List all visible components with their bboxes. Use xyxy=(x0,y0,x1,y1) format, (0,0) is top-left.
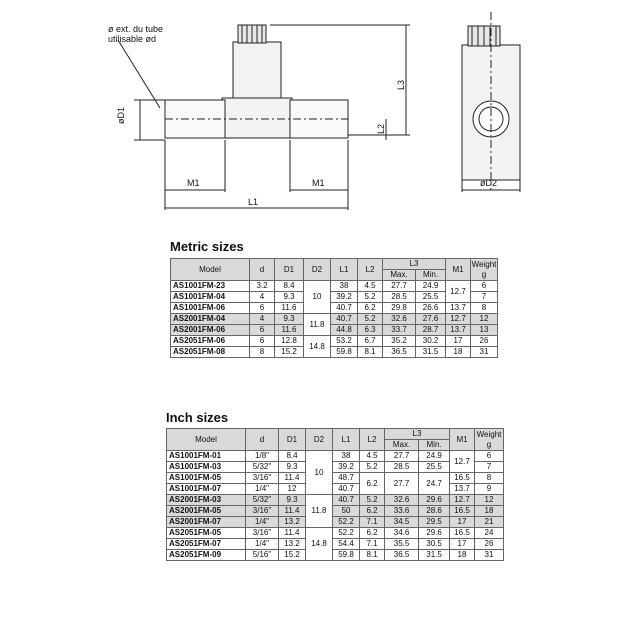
table-cell: 59.8 xyxy=(333,550,360,561)
table-cell: 13.2 xyxy=(279,517,306,528)
table-cell: 36.5 xyxy=(383,347,416,358)
table-cell: 6.2 xyxy=(360,528,385,539)
table-cell: 5.2 xyxy=(360,495,385,506)
table-cell: 40.7 xyxy=(333,484,360,495)
h-max: Max. xyxy=(383,270,416,281)
table-cell: AS2051FM-06 xyxy=(171,336,250,347)
h-M1: M1 xyxy=(450,429,475,451)
table-cell: 15.2 xyxy=(279,550,306,561)
table-cell: 39.2 xyxy=(331,292,358,303)
table-cell: 13.7 xyxy=(446,325,471,336)
table-cell: 21 xyxy=(475,517,504,528)
table-cell: 11.4 xyxy=(279,506,306,517)
table-cell: 9.3 xyxy=(279,495,306,506)
table-cell: AS1001FM-03 xyxy=(167,462,246,473)
table-cell: 26.6 xyxy=(416,303,446,314)
table-cell: 24 xyxy=(475,528,504,539)
table-cell: 50 xyxy=(333,506,360,517)
h-weight: Weight g xyxy=(471,259,497,279)
inch-title: Inch sizes xyxy=(166,410,229,425)
table-cell: AS1001FM-07 xyxy=(167,484,246,495)
table-cell: 18 xyxy=(446,347,471,358)
table-cell: 59.8 xyxy=(331,347,358,358)
table-cell: 6.2 xyxy=(360,473,385,495)
h-L1: L1 xyxy=(333,429,360,451)
table-row xyxy=(171,347,498,358)
table-cell: 5.2 xyxy=(358,292,383,303)
label-D1: øD1 xyxy=(116,106,126,124)
table-cell: 6.3 xyxy=(358,325,383,336)
table-cell: 9 xyxy=(475,484,504,495)
table-cell: 27.7 xyxy=(385,451,419,462)
table-cell: 33.6 xyxy=(385,506,419,517)
table-cell: 8.1 xyxy=(360,550,385,561)
table-cell: 12.7 xyxy=(450,451,475,473)
table-cell: 33.7 xyxy=(383,325,416,336)
table-cell: 13.2 xyxy=(279,539,306,550)
h-D2: D2 xyxy=(304,259,331,281)
table-cell: 31 xyxy=(471,347,498,358)
table-cell: 14.8 xyxy=(306,528,333,561)
table-cell: 4.5 xyxy=(360,451,385,462)
table-row xyxy=(171,336,498,347)
table-row xyxy=(167,517,504,528)
table-cell: 27.6 xyxy=(416,314,446,325)
table-cell: 13.7 xyxy=(450,484,475,495)
table-cell: 25.5 xyxy=(419,462,450,473)
table-cell: 27.7 xyxy=(383,281,416,292)
table-row xyxy=(171,325,498,336)
table-cell: 26 xyxy=(471,336,498,347)
h-D1: D1 xyxy=(279,429,306,451)
table-cell: 28.5 xyxy=(385,462,419,473)
table-cell: 6.2 xyxy=(360,506,385,517)
table-cell: 7.1 xyxy=(360,539,385,550)
table-cell: 16.5 xyxy=(450,506,475,517)
table-cell: 39.2 xyxy=(333,462,360,473)
table-cell: 27.7 xyxy=(385,473,419,495)
table-cell: 11.8 xyxy=(306,495,333,528)
table-cell: AS1001FM-01 xyxy=(167,451,246,462)
table-cell: 5.2 xyxy=(360,462,385,473)
h-D1: D1 xyxy=(275,259,304,281)
table-cell: 12.7 xyxy=(450,495,475,506)
table-cell: 48.7 xyxy=(333,473,360,484)
table-cell: 12 xyxy=(475,495,504,506)
table-cell: AS2051FM-09 xyxy=(167,550,246,561)
table-cell: 30.5 xyxy=(419,539,450,550)
table-cell: 7.1 xyxy=(360,517,385,528)
h-L2: L2 xyxy=(360,429,385,451)
table-cell: AS1001FM-04 xyxy=(171,292,250,303)
table-cell: 26 xyxy=(475,539,504,550)
h-d: d xyxy=(246,429,279,451)
table-cell: 17 xyxy=(450,539,475,550)
label-L3: L3 xyxy=(396,79,406,90)
table-cell: AS2001FM-05 xyxy=(167,506,246,517)
table-cell: 11.4 xyxy=(279,473,306,484)
h-M1: M1 xyxy=(446,259,471,281)
table-cell: 6.2 xyxy=(358,303,383,314)
table-cell: 12.7 xyxy=(446,314,471,325)
table-cell: 8.4 xyxy=(275,281,304,292)
table-cell: 8.1 xyxy=(358,347,383,358)
table-cell: 25.5 xyxy=(416,292,446,303)
table-cell: 31.5 xyxy=(419,550,450,561)
table-cell: 9.3 xyxy=(275,292,304,303)
table-cell: 35.2 xyxy=(383,336,416,347)
table-cell: 6 xyxy=(250,325,275,336)
h-D2: D2 xyxy=(306,429,333,451)
table-cell: 12.8 xyxy=(275,336,304,347)
table-cell: 8.4 xyxy=(279,451,306,462)
table-cell: 30.2 xyxy=(416,336,446,347)
table-cell: 34.5 xyxy=(385,517,419,528)
metric-table xyxy=(170,258,498,358)
table-cell: 28.7 xyxy=(416,325,446,336)
table-cell: 10 xyxy=(304,281,331,314)
table-cell: 5/32" xyxy=(246,462,279,473)
table-row xyxy=(167,451,504,462)
table-cell: 32.6 xyxy=(385,495,419,506)
table-cell: 13.7 xyxy=(446,303,471,314)
table-cell: 32.6 xyxy=(383,314,416,325)
table-row xyxy=(167,484,504,495)
table-cell: 1/8" xyxy=(246,451,279,462)
table-cell: 52.2 xyxy=(333,528,360,539)
table-cell: 29.5 xyxy=(419,517,450,528)
table-cell: 15.2 xyxy=(275,347,304,358)
table-cell: 5/16" xyxy=(246,550,279,561)
table-cell: 5.2 xyxy=(358,314,383,325)
label-M1-right: M1 xyxy=(312,178,325,188)
table-cell: AS2051FM-07 xyxy=(167,539,246,550)
table-cell: AS2051FM-05 xyxy=(167,528,246,539)
table-cell: 11.4 xyxy=(279,528,306,539)
table-cell: 8 xyxy=(250,347,275,358)
h-L3: L3 xyxy=(383,259,446,270)
table-row xyxy=(167,550,504,561)
table-cell: 6 xyxy=(250,303,275,314)
tube-note-line1: ø ext. du tube xyxy=(108,24,164,34)
table-cell: 1/4" xyxy=(246,517,279,528)
table-row xyxy=(167,473,504,484)
table-cell: AS2001FM-03 xyxy=(167,495,246,506)
h-model: Model xyxy=(167,429,246,451)
h-L2: L2 xyxy=(358,259,383,281)
h-L3: L3 xyxy=(385,429,450,440)
table-cell: 18 xyxy=(450,550,475,561)
table-cell: 34.6 xyxy=(385,528,419,539)
table-cell: 28.6 xyxy=(419,506,450,517)
table-cell: 11.6 xyxy=(275,325,304,336)
h-model: Model xyxy=(171,259,250,281)
table-cell: 18 xyxy=(475,506,504,517)
table-cell: 29.6 xyxy=(419,528,450,539)
table-cell: 1/4" xyxy=(246,539,279,550)
table-cell: 8 xyxy=(475,473,504,484)
label-L1: L1 xyxy=(248,197,259,207)
h-min: Min. xyxy=(416,270,446,281)
table-cell: 6 xyxy=(250,336,275,347)
table-cell: 31.5 xyxy=(416,347,446,358)
table-cell: 38 xyxy=(331,281,358,292)
inch-table xyxy=(166,428,504,561)
table-cell: 12.7 xyxy=(446,281,471,303)
table-cell: 28.5 xyxy=(383,292,416,303)
table-cell: 3/16" xyxy=(246,473,279,484)
table-cell: 16.5 xyxy=(450,473,475,484)
table-cell: 1/4" xyxy=(246,484,279,495)
table-cell: 8 xyxy=(471,303,498,314)
h-L1: L1 xyxy=(331,259,358,281)
table-cell: 29.8 xyxy=(383,303,416,314)
table-cell: 6.7 xyxy=(358,336,383,347)
h-d: d xyxy=(250,259,275,281)
metric-title: Metric sizes xyxy=(170,239,244,254)
table-cell: 29.6 xyxy=(419,495,450,506)
table-cell: 38 xyxy=(333,451,360,462)
table-cell: 24.7 xyxy=(419,473,450,495)
table-cell: 4.5 xyxy=(358,281,383,292)
table-row xyxy=(171,314,498,325)
label-D2: øD2 xyxy=(480,178,498,188)
table-cell: 40.7 xyxy=(331,314,358,325)
table-cell: 44.8 xyxy=(331,325,358,336)
table-row xyxy=(167,539,504,550)
table-cell: 35.5 xyxy=(385,539,419,550)
table-cell: 11.8 xyxy=(304,314,331,336)
table-cell: AS2001FM-07 xyxy=(167,517,246,528)
table-cell: 9.3 xyxy=(275,314,304,325)
table-cell: 12 xyxy=(471,314,498,325)
table-cell: 3/16" xyxy=(246,528,279,539)
table-row xyxy=(167,506,504,517)
table-row xyxy=(167,495,504,506)
table-row xyxy=(171,303,498,314)
table-cell: 24.9 xyxy=(416,281,446,292)
table-cell: AS1001FM-05 xyxy=(167,473,246,484)
table-cell: 36.5 xyxy=(385,550,419,561)
table-cell: AS2001FM-04 xyxy=(171,314,250,325)
table-cell: 6 xyxy=(475,451,504,462)
table-cell: AS2001FM-06 xyxy=(171,325,250,336)
table-cell: 6 xyxy=(471,281,498,292)
label-M1-left: M1 xyxy=(187,178,200,188)
table-cell: 9.3 xyxy=(279,462,306,473)
table-cell: 31 xyxy=(475,550,504,561)
table-cell: 13 xyxy=(471,325,498,336)
table-row xyxy=(171,281,498,292)
table-cell: 53.2 xyxy=(331,336,358,347)
table-cell: AS2051FM-08 xyxy=(171,347,250,358)
table-cell: 5/32" xyxy=(246,495,279,506)
table-cell: 17 xyxy=(446,336,471,347)
table-cell: 24.9 xyxy=(419,451,450,462)
table-cell: 4 xyxy=(250,292,275,303)
table-cell: 3.2 xyxy=(250,281,275,292)
table-cell: 17 xyxy=(450,517,475,528)
table-cell: AS1001FM-23 xyxy=(171,281,250,292)
fitting-technical-drawing xyxy=(0,0,640,230)
table-cell: 12 xyxy=(279,484,306,495)
label-L2: L2 xyxy=(376,123,386,134)
table-cell: 14.8 xyxy=(304,336,331,358)
table-cell: 52.2 xyxy=(333,517,360,528)
h-min: Min. xyxy=(419,440,450,451)
table-cell: 40.7 xyxy=(333,495,360,506)
table-row xyxy=(167,528,504,539)
table-cell: 3/16" xyxy=(246,506,279,517)
table-cell: 7 xyxy=(471,292,498,303)
table-cell: 4 xyxy=(250,314,275,325)
table-cell: 16.5 xyxy=(450,528,475,539)
h-max: Max. xyxy=(385,440,419,451)
tube-note-line2: utilisable ød xyxy=(108,34,157,44)
table-cell: 54.4 xyxy=(333,539,360,550)
table-cell: 7 xyxy=(475,462,504,473)
h-weight: Weight g xyxy=(475,429,504,451)
table-cell: 11.6 xyxy=(275,303,304,314)
table-cell: AS1001FM-06 xyxy=(171,303,250,314)
table-cell: 10 xyxy=(306,451,333,495)
table-cell: 40.7 xyxy=(331,303,358,314)
